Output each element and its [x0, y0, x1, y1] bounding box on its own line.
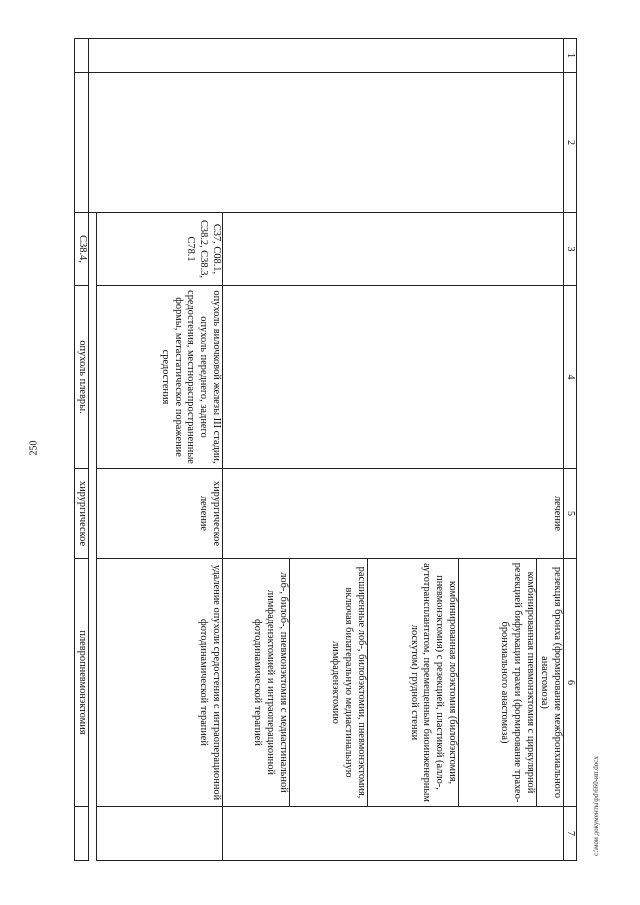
row-gap-cell	[88, 213, 96, 861]
row1-col-3	[222, 213, 563, 286]
medical-care-table	[74, 38, 577, 861]
row2-icd-codes: C37, C08.1, C38.2, C38.3, C78.1	[96, 213, 222, 286]
method-bronchus-resection: резекция бронха (формирование межбронхиального анастомоза)	[536, 559, 563, 806]
footer-file-path: c:\мои документы\pd\660-ип.docx	[592, 756, 600, 856]
row3-col-7	[75, 807, 89, 861]
page-number: 250	[28, 440, 40, 456]
header-col-2: 2	[563, 73, 576, 213]
rotated-page-content	[77, 38, 577, 860]
row3-method: плевропневмонэктомия	[75, 559, 89, 807]
method-lobectomy-pdt: лоб-, билоб-, пневмонэктомия с медиастинальной лимфаденэктомией и интраоперационной фотодинамической терапией	[252, 572, 289, 793]
header-col-1: 1	[563, 39, 576, 73]
row1-col-7	[222, 807, 563, 861]
header-col-5: 5	[563, 469, 576, 559]
row2-diagnosis: опухоль вилочковой железы III стадии, опухоль переднего, заднего средостения, местнораспространенные формы, метастатическое поражение средостения	[96, 286, 222, 469]
header-col-6: 6	[563, 559, 576, 807]
header-col-4: 4	[563, 286, 576, 469]
row3-col-2	[75, 73, 89, 213]
method-combined-lobectomy: комбинированная лобэктомия (билобэктомия, пневмонэктомия) с резекцией, пластикой (алло-, аутотрансплантатом, перемещенным биоинженерным лоскутом) грудной стенки	[367, 559, 458, 806]
row2-method: удаление опухоли средостения с интраоперационной фотодинамической терапией	[96, 559, 222, 807]
row1-treatment: лечение	[222, 469, 563, 559]
row3-col-1	[75, 39, 89, 73]
row1-col-4	[222, 286, 563, 469]
method-combined-pneumonectomy: комбинированная пневмонэктомия с циркулярной резекцией бифуркации трахеи (формирование трахео-бронхиального анастомоза)	[458, 559, 536, 806]
landscape-table-wrapper	[77, 38, 577, 860]
row3-treatment: хирургическое	[75, 469, 89, 559]
row2-treatment: хирургическое лечение	[96, 469, 222, 559]
table-row-pleura	[75, 39, 89, 861]
header-col-7: 7	[563, 807, 576, 861]
row2-col-7	[96, 807, 222, 861]
row-cell-col-1	[88, 39, 563, 73]
row3-icd-code: C38.4,	[75, 213, 89, 286]
row-cell-col-2	[88, 73, 563, 213]
table-header-row	[563, 39, 576, 861]
row3-diagnosis: опухоль плевры.	[75, 286, 89, 469]
row1-methods	[222, 559, 563, 807]
header-col-3: 3	[563, 213, 576, 286]
table-row-continuation	[222, 39, 563, 861]
method-extended-lobectomy: расширенные лоб-, билобэктомии, пневмонэктомия, включая билатеральную медиастинальную лимфаденэктомию	[289, 559, 367, 806]
